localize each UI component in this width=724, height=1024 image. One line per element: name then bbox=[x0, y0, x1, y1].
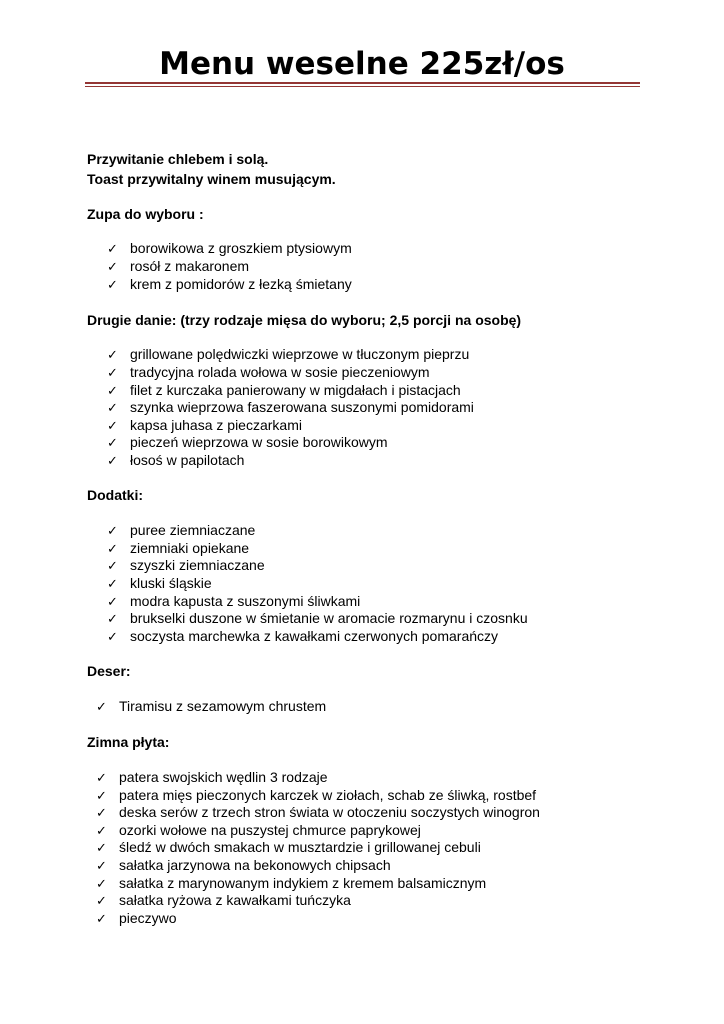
check-icon: ✓ bbox=[107, 594, 118, 609]
check-icon: ✓ bbox=[96, 770, 107, 785]
list-item: ✓ patera swojskich wędlin 3 rodzaje bbox=[96, 769, 328, 785]
list-item: ✓ Tiramisu z sezamowym chrustem bbox=[96, 698, 327, 714]
check-icon: ✓ bbox=[107, 576, 118, 591]
check-icon: ✓ bbox=[107, 277, 118, 292]
list-item: ✓ pieczeń wieprzowa w sosie borowikowym bbox=[107, 434, 388, 450]
check-icon: ✓ bbox=[107, 400, 118, 415]
check-icon: ✓ bbox=[96, 699, 107, 714]
intro-line-2: Toast przywitalny winem musującym. bbox=[87, 171, 336, 187]
title-divider-thin bbox=[85, 86, 640, 87]
title-divider bbox=[85, 82, 640, 84]
check-icon: ✓ bbox=[107, 629, 118, 644]
list-item: ✓ szynka wieprzowa faszerowana suszonymi pomidorami bbox=[107, 399, 474, 415]
check-icon: ✓ bbox=[107, 453, 118, 468]
check-icon: ✓ bbox=[107, 383, 118, 398]
list-item: ✓ śledź w dwóch smakach w musztardzie i grillowanej cebuli bbox=[96, 839, 481, 855]
check-icon: ✓ bbox=[96, 788, 107, 803]
list-item: ✓ rosół z makaronem bbox=[107, 258, 250, 274]
list-item: ✓ sałatka jarzynowa na bekonowych chipsach bbox=[96, 857, 391, 873]
list-item: ✓ szyszki ziemniaczane bbox=[107, 557, 265, 573]
section-heading-zupa: Zupa do wyboru : bbox=[87, 206, 204, 222]
check-icon: ✓ bbox=[107, 541, 118, 556]
list-item: ✓ puree ziemniaczane bbox=[107, 522, 256, 538]
section-heading-deser: Deser: bbox=[87, 663, 131, 679]
check-icon: ✓ bbox=[107, 558, 118, 573]
check-icon: ✓ bbox=[96, 876, 107, 891]
section-heading-drugie: Drugie danie: (trzy rodzaje mięsa do wyboru; 2,5 porcji na osobę) bbox=[87, 312, 522, 328]
list-item: ✓ brukselki duszone w śmietanie w aromacie rozmarynu i czosnku bbox=[107, 610, 528, 626]
check-icon: ✓ bbox=[107, 259, 118, 274]
list-item: ✓ pieczywo bbox=[96, 910, 177, 926]
check-icon: ✓ bbox=[107, 365, 118, 380]
check-icon: ✓ bbox=[96, 893, 107, 908]
list-item: ✓ sałatka z marynowanym indykiem z kremem balsamicznym bbox=[96, 875, 487, 891]
check-icon: ✓ bbox=[96, 911, 107, 926]
check-icon: ✓ bbox=[96, 805, 107, 820]
list-item: ✓ borowikowa z groszkiem ptysiowym bbox=[107, 240, 352, 256]
list-item: ✓ kluski śląskie bbox=[107, 575, 212, 591]
list-item: ✓ patera mięs pieczonych karczek w ziołach, schab ze śliwką, rostbef bbox=[96, 787, 537, 803]
check-icon: ✓ bbox=[107, 523, 118, 538]
section-heading-dodatki: Dodatki: bbox=[87, 487, 143, 503]
list-item: ✓ grillowane polędwiczki wieprzowe w tłuczonym pieprzu bbox=[107, 346, 470, 362]
list-item: ✓ filet z kurczaka panierowany w migdałach i pistacjach bbox=[107, 382, 461, 398]
list-item: ✓ ziemniaki opiekane bbox=[107, 540, 250, 556]
list-item: ✓ modra kapusta z suszonymi śliwkami bbox=[107, 593, 361, 609]
section-heading-zimna: Zimna płyta: bbox=[87, 734, 170, 750]
list-item: ✓ sałatka ryżowa z kawałkami tuńczyka bbox=[96, 892, 351, 908]
list-item: ✓ ozorki wołowe na puszystej chmurce paprykowej bbox=[96, 822, 421, 838]
check-icon: ✓ bbox=[107, 347, 118, 362]
check-icon: ✓ bbox=[107, 418, 118, 433]
list-item: ✓ kapsa juhasa z pieczarkami bbox=[107, 417, 302, 433]
check-icon: ✓ bbox=[96, 840, 107, 855]
check-icon: ✓ bbox=[107, 241, 118, 256]
page-title: Menu weselne 225zł/os bbox=[159, 46, 565, 82]
list-item: ✓ deska serów z trzech stron świata w otoczeniu soczystych winogron bbox=[96, 804, 540, 820]
list-item: ✓ tradycyjna rolada wołowa w sosie pieczeniowym bbox=[107, 364, 430, 380]
check-icon: ✓ bbox=[107, 435, 118, 450]
list-item: ✓ krem z pomidorów z łezką śmietany bbox=[107, 276, 352, 292]
list-item: ✓ łosoś w papilotach bbox=[107, 452, 245, 468]
check-icon: ✓ bbox=[107, 611, 118, 626]
check-icon: ✓ bbox=[96, 823, 107, 838]
check-icon: ✓ bbox=[96, 858, 107, 873]
intro-line-1: Przywitanie chlebem i solą. bbox=[87, 151, 269, 167]
list-item: ✓ soczysta marchewka z kawałkami czerwonych pomarańczy bbox=[107, 628, 499, 644]
